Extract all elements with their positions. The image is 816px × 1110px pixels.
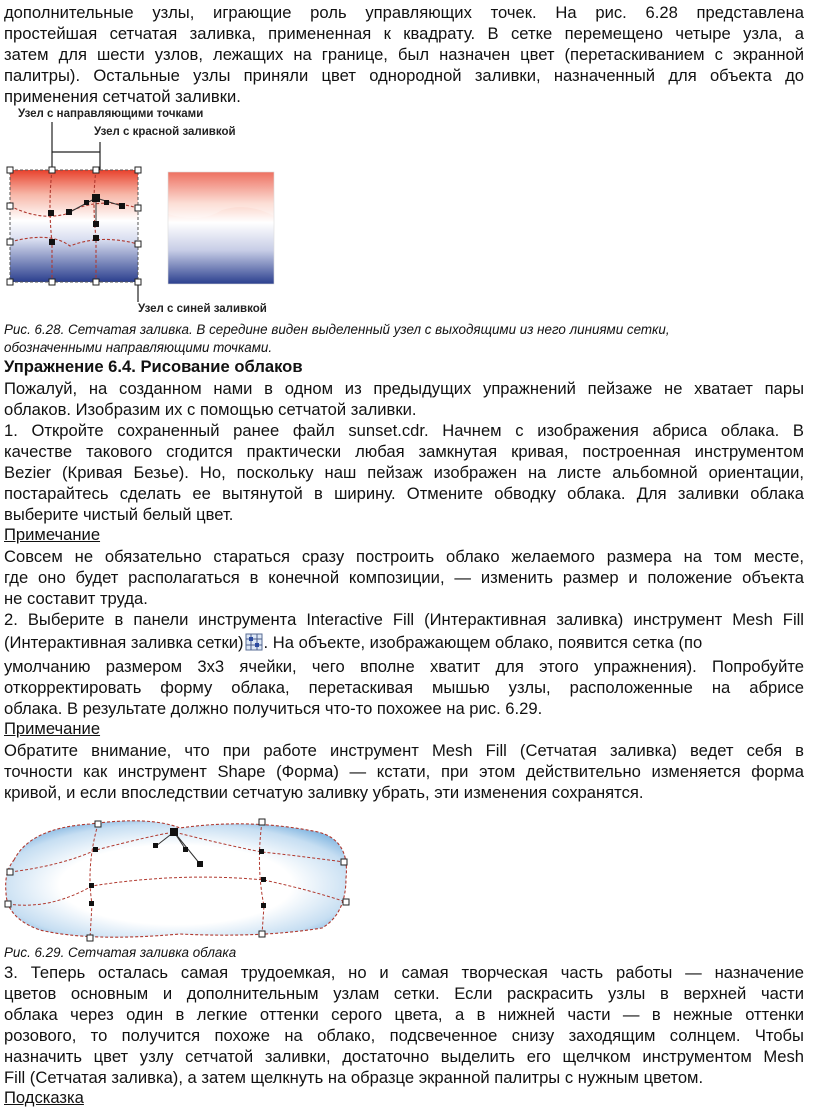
text-fragment: . На объекте, изображающем облако, появится сетка (по [263,633,703,652]
text-line: Пожалуй, на созданном нами в одном из предыдущих упражнений пейзаже не хватает пары [4,379,804,398]
text-line: Обратите внимание, что при работе инструмент Mesh Fill (Сетчатая заливка) ведет себя в [4,741,804,760]
text-line: розового, то получится похоже на облако, подсвеченное снизу заходящим солнцем. Чтобы [4,1026,804,1045]
text-line: дополнительные узлы, играющие роль управляющих точек. На рис. 6.28 представлена [4,3,804,22]
text-line: Bezier (Кривая Безье). Но, поскольку наш пейзаж изображен на листе альбомной ориентации, [4,463,804,482]
figure-6-28 [0,106,300,322]
mesh-fill-icon [245,633,263,651]
text-line: Совсем не обязательно стараться сразу построить облако желаемого размера на том месте, [4,547,804,566]
label-blue-node: Узел с синей заливкой [138,303,267,315]
text-line: кривой, и если впоследствии сетчатую заливку убрать, эти изменения сохранятся. [4,783,644,802]
text-line: где оно будет располагаться в конечной композиции, — изменить размер и положение объекта [4,568,804,587]
text-line: постарайтесь сделать ее вытянутой в ширину. Отмените обводку облака. Для заливки облака [4,484,804,503]
label-red-node: Узел с красной заливкой [94,126,236,138]
hint-label: Подсказка [4,1088,84,1107]
label-guide-node: Узел с направляющими точками [18,108,204,120]
figure-caption: обозначенными направляющими точками. [4,340,273,355]
text-line: простейшая сетчатая заливка, примененная к квадрату. В сетке перемещено четыре узла, а [4,24,804,43]
text-line: затем для шести узлов, лежащих на границе, был назначен цвет (перетаскиванием с экранной [4,45,804,64]
text-line: облака. В результате должно получиться что-то похожее на рис. 6.29. [4,699,543,718]
mesh-diagram [0,106,300,322]
cloud-mesh [0,806,360,944]
text-line: палитры). Остальные узлы приняли цвет однородной заливки, назначенный для объекта до [4,66,804,85]
text-line: облака через один в легкие оттенки серого цвета, а в нижней части — в нежные оттенки [4,1005,804,1024]
text-line: качестве такового сгодится практически любая замкнутая кривая, построенная инструментом [4,442,804,461]
text-line: выберите чистый белый цвет. [4,505,234,524]
figure-caption: Рис. 6.29. Сетчатая заливка облака [4,945,237,960]
exercise-heading: Упражнение 6.4. Рисование облаков [4,357,303,376]
text-line-with-icon [4,632,804,653]
text-line: облаков. Изобразим их с помощью сетчатой заливки. [4,400,417,419]
text-line: назначить цвет узлу сетчатой заливки, достаточно выделить его щелчком инструментом Mesh [4,1047,804,1066]
text-fragment: (Интерактивная заливка сетки) [4,633,244,652]
text-line: Fill (Сетчатая заливка), а затем щелкнуть на образце экранной палитры с нужным цветом. [4,1068,704,1087]
text-line: 3. Теперь осталась самая трудоемкая, но и самая творческая часть работы — назначение [4,963,804,982]
text-line: цветов основным и дополнительным узлам сетки. Если раскрасить узлы в верхней части [4,984,804,1003]
note-label: Примечание [4,525,101,544]
text-line: применения сетчатой заливки. [4,87,241,106]
text-line: откорректировать форму облака, перетаскивая мышью узлы, расположенные на абрисе [4,678,804,697]
text-line: 2. Выберите в панели инструмента Interactive Fill (Интерактивная заливка) инструмент Mesh Fill [4,610,804,629]
text-line: точности как инструмент Shape (Форма) — кстати, при этом действительно изменяется форма [4,762,804,781]
text-line: не составит труда. [4,589,148,608]
note-label: Примечание [4,719,101,738]
text-line: 1. Откройте сохраненный ранее файл sunset.cdr. Начнем с изображения абриса облака. В [4,421,804,440]
text-line: умолчанию размером 3x3 ячейки, чего вполне хватит для этого упражнения). Попробуйте [4,657,804,676]
figure-caption: Рис. 6.28. Сетчатая заливка. В середине виден выделенный узел с выходящими из него линиями сетки, [4,322,670,337]
figure-6-29 [0,806,360,944]
